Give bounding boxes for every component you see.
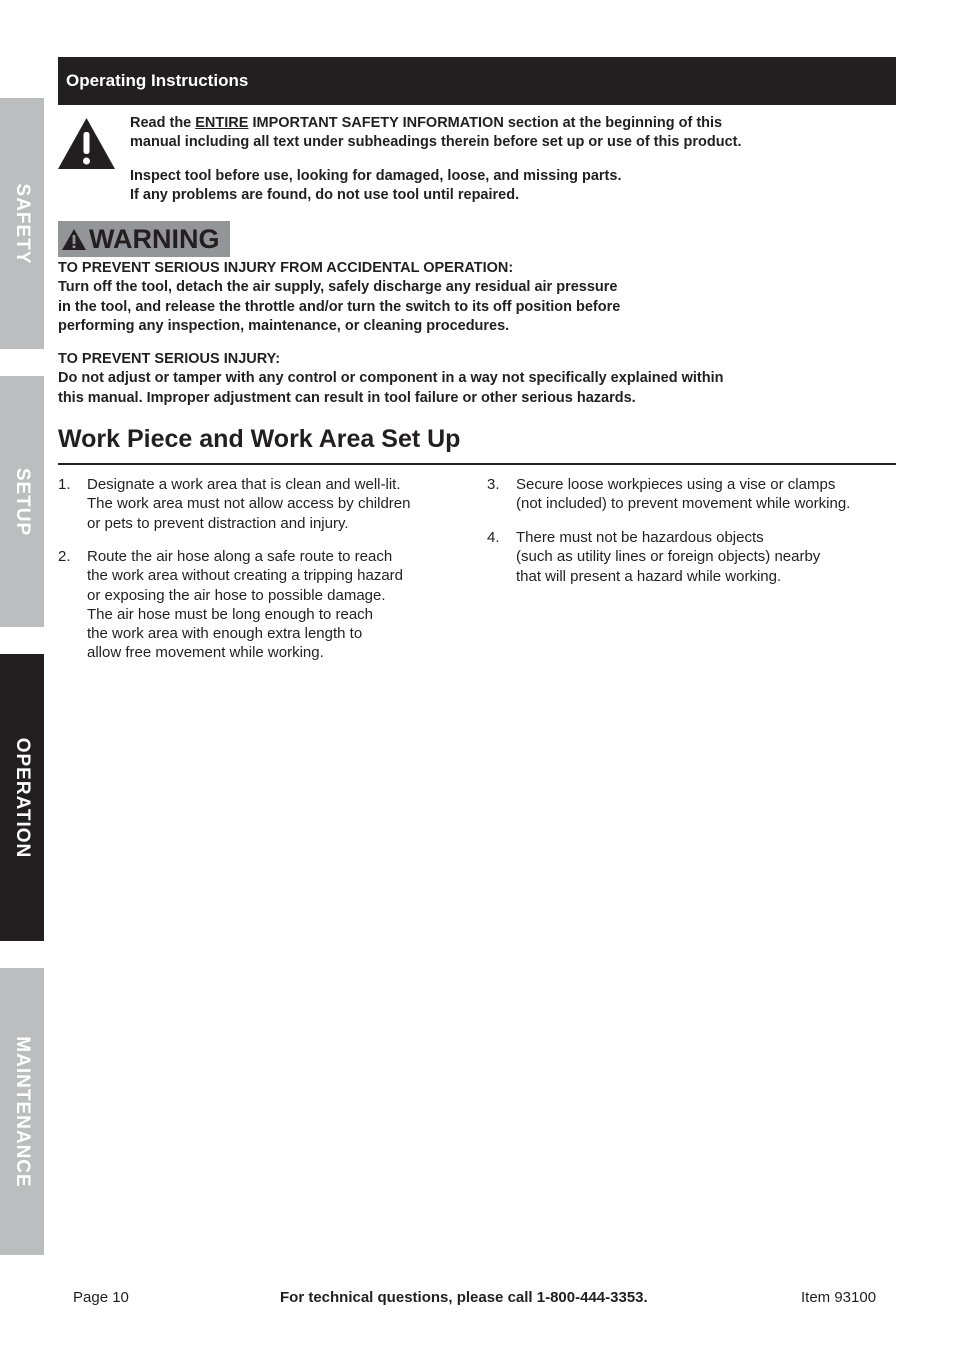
inspect-text-line-2: If any problems are found, do not use tool until repaired. bbox=[130, 187, 520, 204]
safety-intro-paragraph-2 bbox=[130, 167, 621, 206]
side-tab-safety-label: SAFETY bbox=[12, 183, 33, 264]
list-item-line: or pets to prevent distraction and injury. bbox=[87, 514, 349, 532]
side-tab-operation bbox=[0, 654, 44, 941]
intro-text-pre: Read the bbox=[130, 115, 196, 131]
side-tab-safety bbox=[0, 98, 44, 349]
warning-block2-line: Do not adjust or tamper with any control or component in a way not specifically explained within bbox=[58, 370, 724, 387]
list-item-number: 2. bbox=[58, 548, 71, 565]
list-item-line: The air hose must be long enough to reach bbox=[87, 605, 374, 623]
footer-support-phone: For technical questions, please call 1-800-444-3353. bbox=[280, 1289, 648, 1306]
warning-block2-line: TO PREVENT SERIOUS INJURY: bbox=[58, 351, 281, 367]
warning-label-text: WARNING bbox=[89, 223, 220, 254]
list-item-number: 3. bbox=[487, 476, 500, 493]
warning-triangle-icon bbox=[61, 228, 87, 251]
list-item-number: 1. bbox=[58, 476, 71, 493]
section-header-title: Operating Instructions bbox=[66, 71, 249, 90]
list-item-number: 4. bbox=[487, 529, 500, 546]
warning-block1-line: in the tool, and release the throttle and/or turn the switch to its off position before bbox=[58, 298, 621, 315]
warning-block2-line: this manual. Improper adjustment can result in tool failure or other serious hazards. bbox=[58, 389, 636, 406]
intro-text-emphasis: ENTIRE bbox=[195, 115, 249, 131]
footer-page-number: Page 10 bbox=[73, 1289, 129, 1306]
list-item-line: the work area without creating a tripping hazard bbox=[87, 567, 404, 585]
list-item-line: The work area must not allow access by children bbox=[87, 495, 411, 513]
section-title-divider bbox=[58, 463, 896, 465]
list-item-line: Route the air hose along a safe route to reach bbox=[87, 548, 393, 565]
warning-label bbox=[58, 221, 230, 257]
list-item-line: Designate a work area that is clean and well-lit. bbox=[87, 476, 401, 493]
list-item-line: or exposing the air hose to possible damage. bbox=[87, 586, 386, 604]
section-title: Work Piece and Work Area Set Up bbox=[58, 425, 461, 453]
inspect-text-line-1: Inspect tool before use, looking for damaged, loose, and missing parts. bbox=[130, 168, 622, 184]
warning-block1-line: performing any inspection, maintenance, or cleaning procedures. bbox=[58, 318, 510, 335]
section-header-bar bbox=[58, 57, 896, 105]
list-item-line: allow free movement while working. bbox=[87, 644, 324, 662]
side-tab-maintenance-label: MAINTENANCE bbox=[12, 1035, 33, 1188]
warning-block1-line: TO PREVENT SERIOUS INJURY FROM ACCIDENTAL OPERATION: bbox=[58, 260, 514, 276]
side-tab-setup-label: SETUP bbox=[12, 467, 33, 536]
list-item-line: that will present a hazard while working. bbox=[516, 567, 782, 585]
list-item-line: There must not be hazardous objects bbox=[516, 529, 764, 546]
safety-alert-icon bbox=[57, 117, 116, 170]
warning-block-accidental-operation bbox=[58, 259, 620, 337]
list-item-line: (not included) to prevent movement while working. bbox=[516, 495, 851, 513]
footer-item-number: Item 93100 bbox=[801, 1289, 877, 1306]
safety-intro-paragraph-1 bbox=[130, 114, 742, 153]
list-item-line: Secure loose workpieces using a vise or clamps bbox=[516, 476, 836, 493]
warning-block-serious-injury bbox=[58, 350, 723, 408]
intro-text-line-2: manual including all text under subheadings therein before set up or use of this product. bbox=[130, 134, 742, 151]
intro-text-post: IMPORTANT SAFETY INFORMATION section at the beginning of this bbox=[248, 115, 723, 131]
list-item-line: (such as utility lines or foreign objects) nearby bbox=[516, 548, 821, 566]
side-tab-setup bbox=[0, 376, 44, 627]
warning-block1-line: Turn off the tool, detach the air supply, safely discharge any residual air pressure bbox=[58, 279, 618, 296]
side-tab-operation-label: OPERATION bbox=[12, 737, 33, 858]
side-tab-maintenance bbox=[0, 968, 44, 1255]
list-item-line: the work area with enough extra length to bbox=[87, 625, 363, 643]
